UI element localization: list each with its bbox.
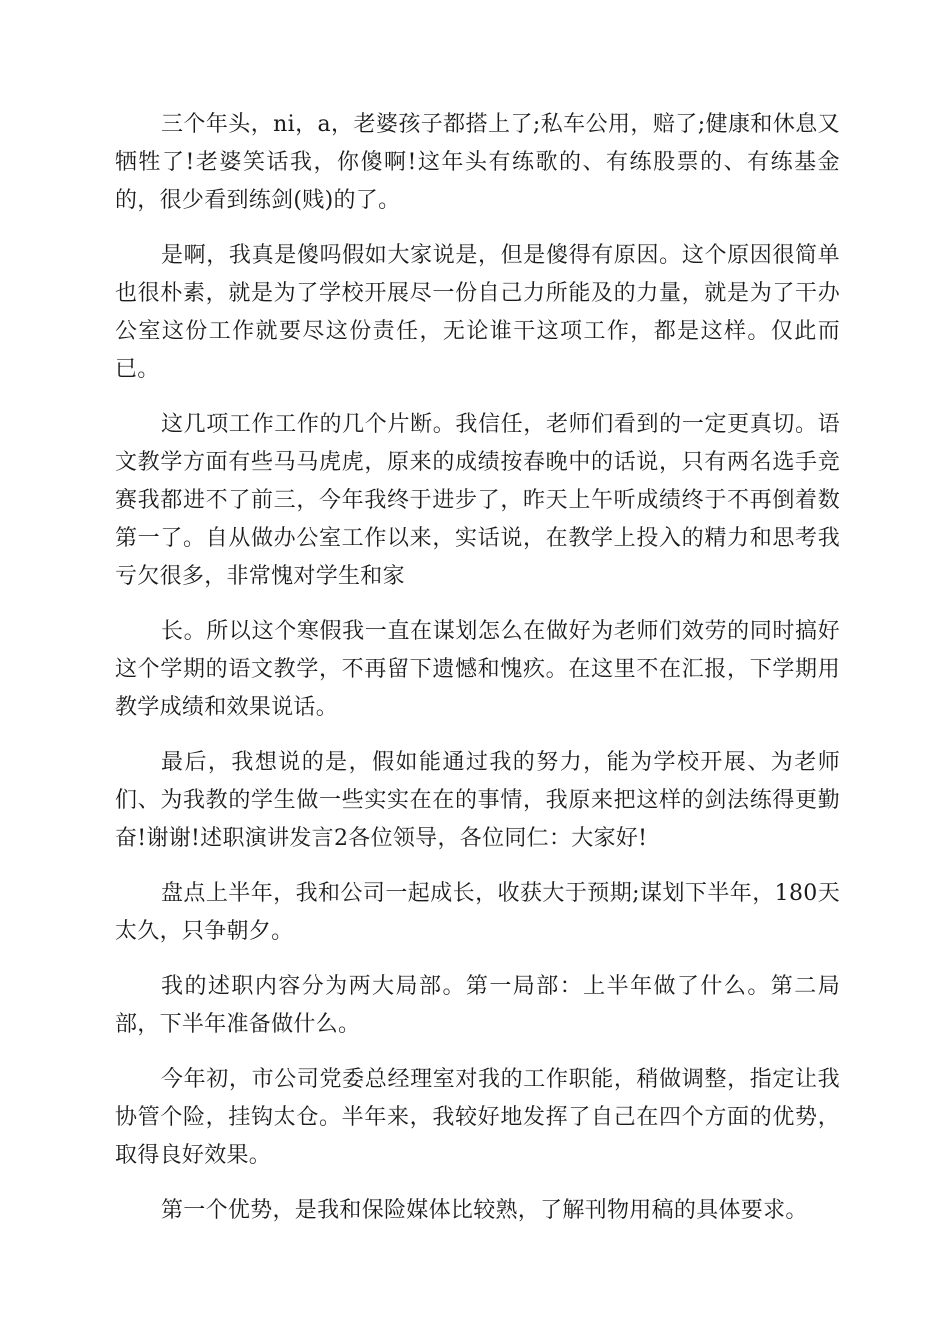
paragraph-8: 今年初，市公司党委总经理室对我的工作职能，稍做调整，指定让我协管个险，挂钩太仓。半年来，我较好地发挥了自己在四个方面的优势，取得良好效果。 (115, 1067, 840, 1168)
paragraph-5: 最后，我想说的是，假如能通过我的努力，能为学校开展、为老师们、为我教的学生做一些实实在在的事情，我原来把这样的剑法练得更勤奋!谢谢!述职演讲发言2各位领导，各位同仁：大家好! (115, 750, 840, 851)
document-body (115, 106, 840, 1247)
paragraph-7: 我的述职内容分为两大局部。第一局部：上半年做了什么。第二局部，下半年准备做什么。 (115, 974, 840, 1037)
paragraph-1: 三个年头，ni，a，老婆孩子都搭上了;私车公用，赔了;健康和休息又牺牲了!老婆笑话我，你傻啊!这年头有练歌的、有练股票的、有练基金的，很少看到练剑(贱)的了。 (115, 112, 840, 213)
paragraph-9: 第一个优势，是我和保险媒体比较熟，了解刊物用稿的具体要求。 (161, 1198, 808, 1223)
paragraph-4: 长。所以这个寒假我一直在谋划怎么在做好为老师们效劳的同时搞好这个学期的语文教学，不再留下遗憾和愧疚。在这里不在汇报，下学期用教学成绩和效果说话。 (115, 619, 840, 720)
paragraph-6: 盘点上半年，我和公司一起成长，收获大于预期;谋划下半年，180天太久，只争朝夕。 (115, 881, 840, 944)
paragraph-3: 这几项工作工作的几个片断。我信任，老师们看到的一定更真切。语文教学方面有些马马虎虎，原来的成绩按春晚中的话说，只有两名选手竞赛我都进不了前三，今年我终于进步了，昨天上午听成绩终于不再倒着数第一了。自从做办公室工作以来，实话说，在教学上投入的精力和思考我亏欠很多，非常愧对学生和家 (115, 412, 840, 589)
paragraph-2: 是啊，我真是傻吗假如大家说是，但是傻得有原因。这个原因很简单也很朴素，就是为了学校开展尽一份自己力所能及的力量，就是为了干办公室这份工作就要尽这份责任，无论谁干这项工作，都是这样。仅此而已。 (115, 243, 840, 382)
